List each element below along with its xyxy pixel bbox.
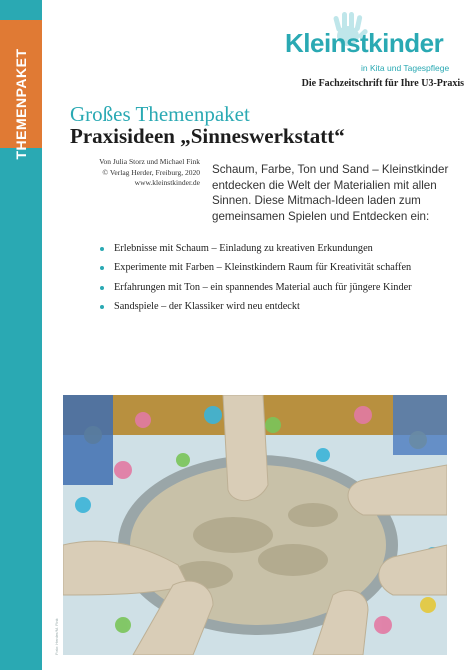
brand-tagline: Die Fachzeitschrift für Ihre U3-Praxis (301, 78, 464, 89)
list-item (100, 301, 472, 313)
photo-credit: Foto: Herder/M. Fink (54, 618, 59, 655)
intro-paragraph: Schaum, Farbe, Ton und Sand – Kleinstkinder entdecken die Welt der Materialien mit allen Sinnen. Diese Mitmach-Ideen laden zum gemeinsamen Spielen und Entdecken ein: (212, 163, 449, 223)
bullet-dot (100, 266, 104, 270)
bullet-dot (100, 247, 104, 251)
list-item-text: Erlebnisse mit Schaum – Einladung zu kreativen Erkundungen (114, 243, 373, 254)
list-item-text: Sandspiele – der Klassiker wird neu entdeckt (114, 301, 300, 313)
topic-list (100, 243, 472, 321)
brand-name: Kleinstkinder (285, 28, 444, 58)
list-item (100, 282, 472, 294)
page-title: Praxisideen „Sinneswerkstatt“ (70, 124, 345, 148)
list-item (100, 243, 472, 255)
page-kicker: Großes Themenpaket (70, 102, 250, 126)
list-item (100, 262, 472, 274)
list-item-text: Experimente mit Farben – Kleinstkindern Raum für Kreativität schaffen (114, 262, 412, 274)
publisher-line: © Verlag Herder, Freiburg, 2020 (102, 167, 200, 177)
website-line: www.kleinstkinder.de (134, 178, 200, 187)
bullet-dot (100, 305, 104, 309)
bullet-dot (100, 286, 104, 290)
side-band (0, 0, 42, 670)
clay-play-illustration (63, 395, 447, 655)
brand-subtitle: in Kita und Tagespflege (361, 63, 450, 73)
author-meta (70, 157, 200, 189)
authors-line: Von Julia Storz und Michael Fink (99, 157, 200, 166)
themenpaket-tab (0, 20, 42, 160)
cover-photo (63, 395, 447, 655)
brand-logo (285, 16, 465, 76)
list-item-text: Erfahrungen mit Ton – ein spannendes Material auch für jüngere Kinder (114, 281, 412, 293)
themenpaket-label: THEMENPAKET (13, 48, 29, 160)
